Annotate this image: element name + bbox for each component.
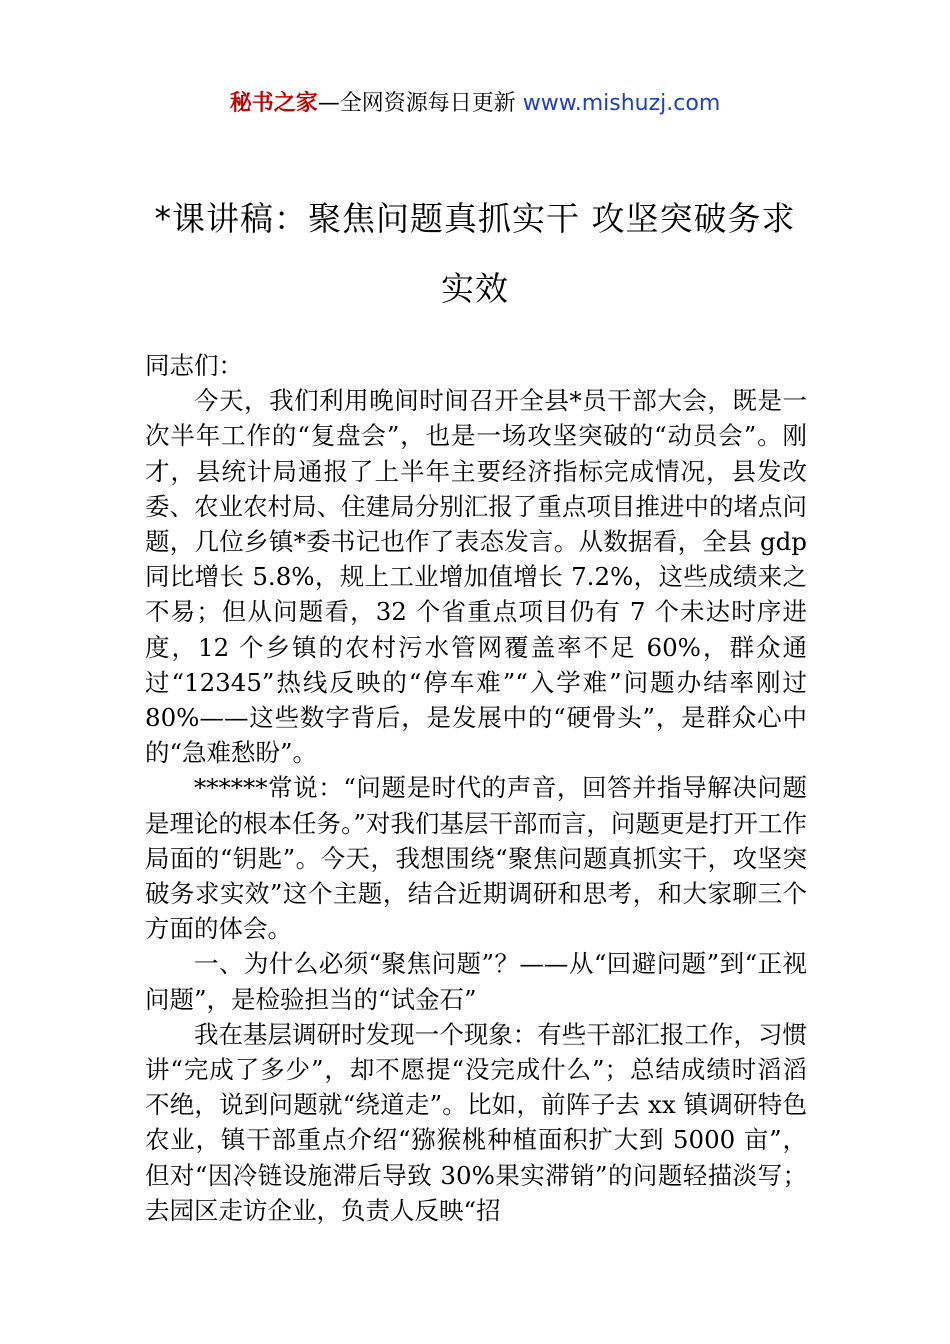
paragraph-section-1: 我在基层调研时发现一个现象：有些干部汇报工作，习惯讲“完成了多少”，却不愿提“没完成什么”；总结成绩时滔滔不绝，说到问题就“绕道走”。比如，前阵子去 xx 镇调研特色农业，镇干部重点介绍“猕猴桃种植面积扩大到 5000 亩”，但对“因冷链设施滞后导致 30%果实滞销”的问题轻描淡写；去园区走访企业，负责人反映“招 — [145, 1019, 807, 1225]
greeting: 同志们： — [145, 351, 243, 380]
section-heading-1: 一、为什么必须“聚焦问题”？——从“回避问题”到“正视问题”，是检验担当的“试金石” — [145, 949, 807, 1014]
document-title-line-1: *课讲稿：聚焦问题真抓实干 攻坚突破务求 — [154, 199, 796, 238]
site-brand: 秘书之家 — [229, 91, 318, 116]
paragraph-theme: ******常说：“问题是时代的声音，回答并指导解决问题是理论的根本任务。”对我们基层干部而言，问题更是打开工作局面的“钥匙”。今天，我想围绕“聚焦问题真抓实干，攻坚突破务求实效”这个主题，结合近期调研和思考，和大家聊三个方面的体会。 — [145, 773, 807, 944]
document-title-line-2: 实效 — [441, 269, 509, 308]
document-body — [145, 348, 807, 1228]
header-separator: — — [317, 91, 340, 116]
document-title — [120, 184, 830, 324]
paragraph-opening: 今天，我们利用晚间时间召开全县*员干部大会，既是一次半年工作的“复盘会”，也是一场攻坚突破的“动员会”。刚才，县统计局通报了上半年主要经济指标完成情况，县发改委、农业农村局、住建局分别汇报了重点项目推进中的堵点问题，几位乡镇*委书记也作了表态发言。从数据看，全县 gdp 同比增长 5.8%，规上工业增加值增长 7.2%，这些成绩来之不易；但从问题看，32 个省重点项目仍有 7 个未达时序进度，12 个乡镇的农村污水管网覆盖率不足 60%，群众通过“12345”热线反映的“停车难”“入学难”问题办结率刚过 80%——这些数字背后，是发展中的“硬骨头”，是群众心中的“急难愁盼”。 — [145, 386, 807, 768]
site-tagline: 全网资源每日更新 — [339, 91, 516, 116]
site-header — [0, 88, 950, 120]
site-url-link[interactable]: www.mishuzj.com — [522, 91, 721, 116]
